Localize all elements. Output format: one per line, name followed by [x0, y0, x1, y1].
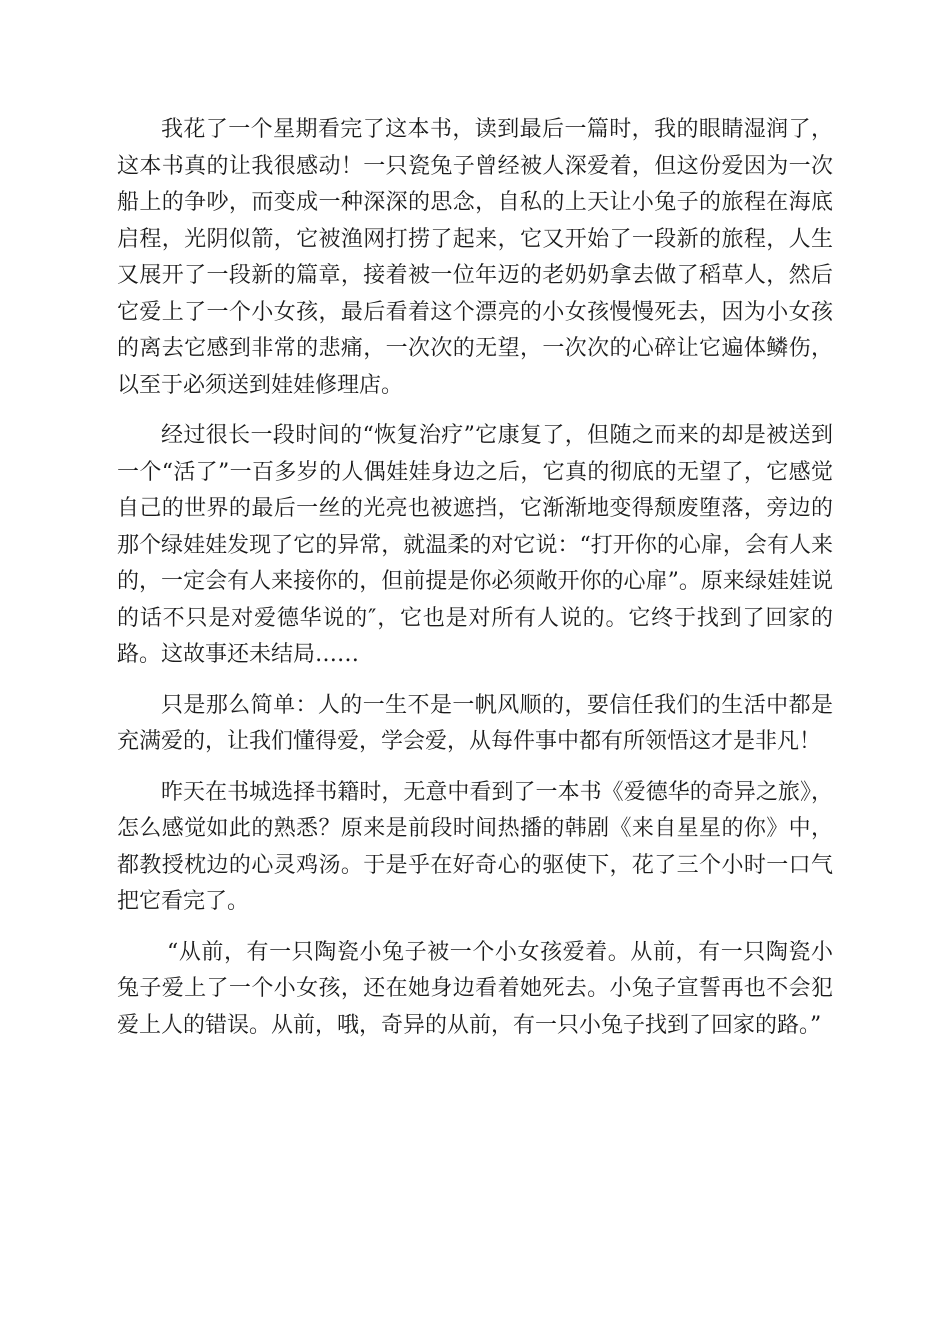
document-body	[117, 112, 833, 1058]
paragraph-bookstore: 昨天在书城选择书籍时，无意中看到了一本书《爱德华的奇异之旅》，怎么感觉如此的熟悉？原来是前段时间热播的韩剧《来自星星的你》中，都教授枕边的心灵鸡汤。于是乎在好奇心的驱使下，花了三个小时一口气把它看完了。	[117, 779, 833, 914]
paragraph-reading-experience: 我花了一个星期看完了这本书，读到最后一篇时，我的眼睛湿润了，这本书真的让我很感动！一只瓷兔子曾经被人深爱着，但这份爱因为一次船上的争吵，而变成一种深深的思念，自私的上天让小兔子的旅程在海底启程，光阴似箭，它被渔网打捞了起来，它又开始了一段新的旅程，人生又展开了一段新的篇章，接着被一位年迈的老奶奶拿去做了稻草人，然后它爱上了一个小女孩，最后看着这个漂亮的小女孩慢慢死去，因为小女孩的离去它感到非常的悲痛，一次次的无望，一次次的心碎让它遍体鳞伤，以至于必须送到娃娃修理店。	[117, 117, 833, 398]
paragraph-recovery: 经过很长一段时间的“恢复治疗”它康复了，但随之而来的却是被送到一个“活了”一百多岁的人偶娃娃身边之后，它真的彻底的无望了，它感觉自己的世界的最后一丝的光亮也被遮挡，它渐渐地变得颓废堕落，旁边的那个绿娃娃发现了它的异常，就温柔的对它说：“打开你的心扉，会有人来的，一定会有人来接你的，但前提是你必须敞开你的心扉”。原来绿娃娃说的话不只是对爱德华说的″，它也是对所有人说的。它终于找到了回家的路。这故事还未结局……	[117, 423, 833, 667]
paragraph-quote: “从前，有一只陶瓷小兔子被一个小女孩爱着。从前，有一只陶瓷小兔子爱上了一个小女孩，还在她身边看着她死去。小兔子宣誓再也不会犯爱上人的错误。从前，哦，奇异的从前，有一只小兔子找到了回家的路。”	[117, 939, 833, 1038]
paragraph-reflection: 只是那么简单：人的一生不是一帆风顺的，要信任我们的生活中都是充满爱的，让我们懂得爱，学会爱，从每件事中都有所领悟这才是非凡！	[117, 692, 833, 754]
